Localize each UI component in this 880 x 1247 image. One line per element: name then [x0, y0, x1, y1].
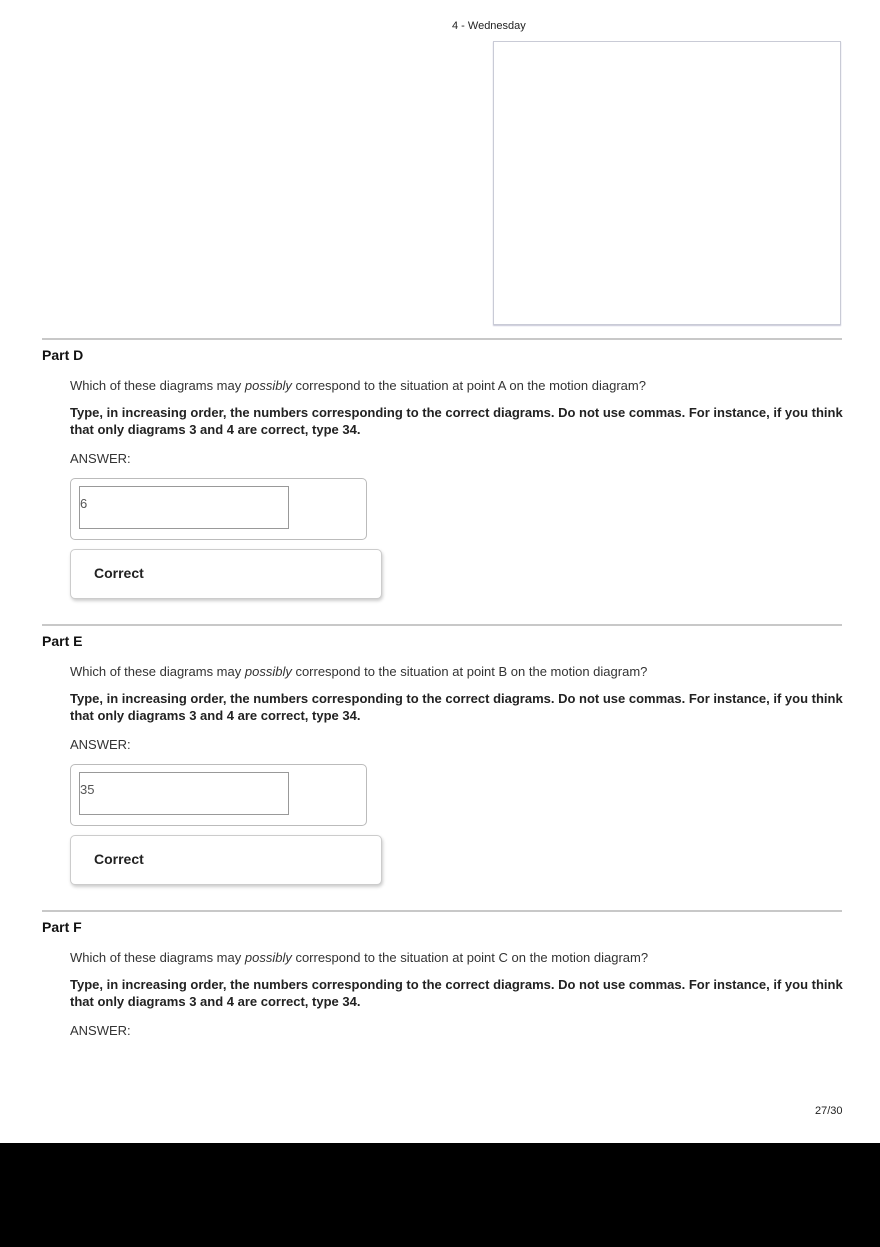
section-divider	[42, 910, 842, 912]
feedback-status: Correct	[94, 565, 144, 581]
feedback-status: Correct	[94, 851, 144, 867]
part-title: Part E	[42, 633, 83, 649]
question-text	[70, 664, 647, 679]
question-text-end: correspond to the situation at point B on the motion diagram?	[291, 664, 648, 679]
question-text-start: Which of these diagrams may	[70, 664, 245, 679]
diagram-image-placeholder	[493, 41, 841, 325]
part-title: Part D	[42, 347, 84, 363]
question-emphasis: possibly	[244, 664, 292, 679]
answer-value: 35	[80, 782, 95, 797]
part-title: Part F	[42, 919, 82, 935]
answer-label: ANSWER:	[70, 1023, 131, 1038]
answer-input[interactable]	[79, 772, 289, 815]
question-text-start: Which of these diagrams may	[70, 950, 245, 965]
section-divider	[42, 338, 842, 340]
instruction-text: Type, in increasing order, the numbers corresponding to the correct diagrams. Do not use commas. For instance, if you think that only diagrams 3 and 4 are correct, type 34.	[70, 405, 843, 437]
question-text-end: correspond to the situation at point A on the motion diagram?	[291, 378, 646, 393]
question-text-end: correspond to the situation at point C on the motion diagram?	[291, 950, 649, 965]
question-emphasis: possibly	[244, 378, 292, 393]
page-header-title: 4 - Wednesday	[452, 20, 526, 32]
section-divider	[42, 624, 842, 626]
instruction-text: Type, in increasing order, the numbers corresponding to the correct diagrams. Do not use commas. For instance, if you think that only diagrams 3 and 4 are correct, type 34.	[70, 977, 843, 1009]
instruction-text: Type, in increasing order, the numbers corresponding to the correct diagrams. Do not use commas. For instance, if you think that only diagrams 3 and 4 are correct, type 34.	[70, 691, 843, 723]
question-text-start: Which of these diagrams may	[70, 378, 245, 393]
answer-container	[70, 478, 367, 540]
page-number: 27/30	[815, 1105, 843, 1117]
feedback-box	[70, 835, 382, 885]
answer-container	[70, 764, 367, 826]
black-bottom-bar	[0, 1143, 880, 1247]
question-emphasis: possibly	[244, 950, 292, 965]
answer-input[interactable]	[79, 486, 289, 529]
answer-value: 6	[80, 496, 88, 511]
answer-label: ANSWER:	[70, 737, 131, 752]
answer-label: ANSWER:	[70, 451, 131, 466]
feedback-box	[70, 549, 382, 599]
question-text	[70, 378, 646, 393]
question-text	[70, 950, 648, 965]
